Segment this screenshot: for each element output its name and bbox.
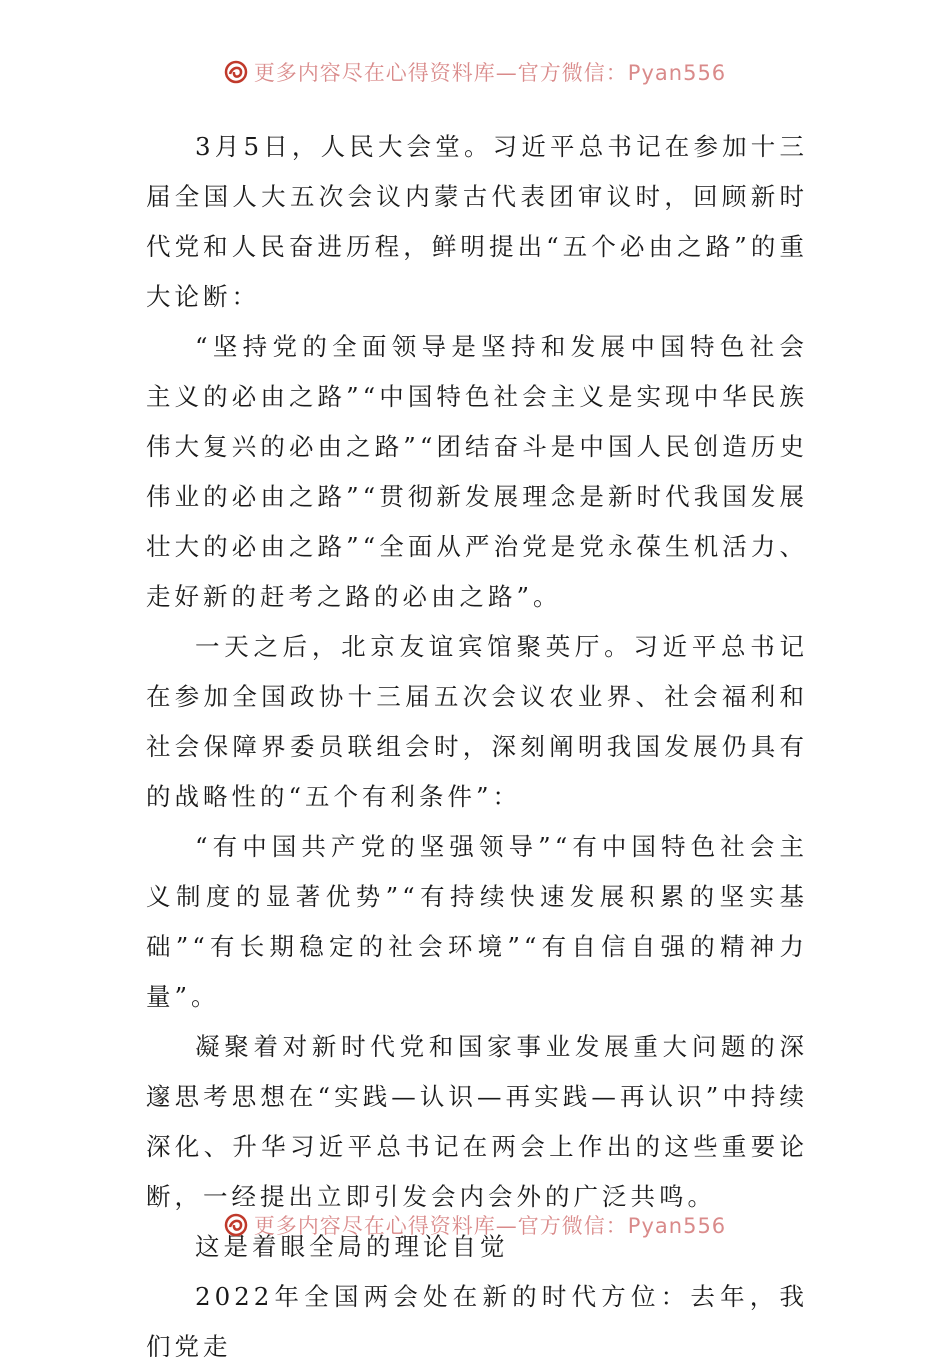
- paragraph: 一天之后，北京友谊宾馆聚英厅。习近平总书记在参加全国政协十三届五次会议农业界、社会福利和社会保障界委员联组会时，深刻阐明我国发展仍具有的战略性的“五个有利条件”：: [146, 632, 808, 811]
- watermark-text: 更多内容尽在心得资料库—官方微信：Pyan556: [253, 1214, 727, 1238]
- paragraph: “有中国共产党的坚强领导”“有中国特色社会主义制度的显著优势”“有持续快速发展积累的坚实基础”“有长期稳定的社会环境”“有自信自强的精神力量”。: [146, 832, 808, 1011]
- header-watermark: [0, 50, 950, 85]
- spiral-logo-icon: [224, 60, 248, 84]
- watermark-text: 更多内容尽在心得资料库—官方微信：Pyan556: [253, 61, 727, 85]
- paragraph: 2022年全国两会处在新的时代方位：去年，我们党走: [146, 1282, 808, 1361]
- spiral-logo-icon: [224, 1213, 248, 1237]
- footer-watermark: [0, 1203, 950, 1238]
- paragraph: 凝聚着对新时代党和国家事业发展重大问题的深邃思考思想在“实践—认识—再实践—再认识”中持续深化、升华习近平总书记在两会上作出的这些重要论断，一经提出立即引发会内会外的广泛共鸣。: [146, 1032, 808, 1211]
- paragraph: “坚持党的全面领导是坚持和发展中国特色社会主义的必由之路”“中国特色社会主义是实现中华民族伟大复兴的必由之路”“团结奋斗是中国人民创造历史伟业的必由之路”“贯彻新发展理念是新时代我国发展壮大的必由之路”“全面从严治党是党永葆生机活力、走好新的赶考之路的必由之路”。: [146, 332, 808, 611]
- paragraph: 3月5日，人民大会堂。习近平总书记在参加十三届全国人大五次会议内蒙古代表团审议时，回顾新时代党和人民奋进历程，鲜明提出“五个必由之路”的重大论断：: [146, 132, 808, 311]
- section-heading: 这是着眼全局的理论自觉: [195, 1232, 509, 1261]
- article-body: [146, 122, 808, 1372]
